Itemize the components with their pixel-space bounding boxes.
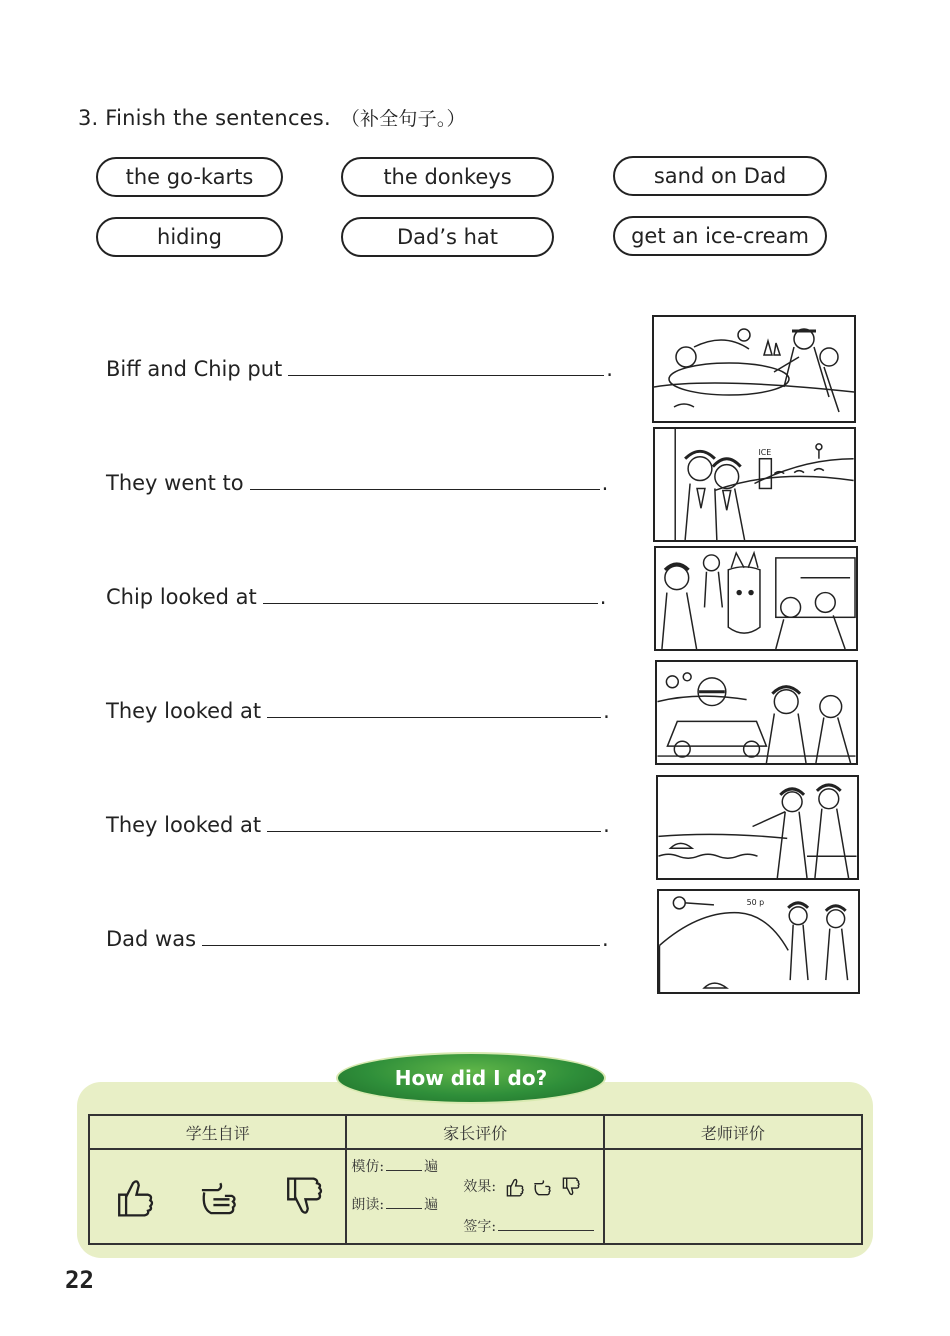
imitate-label: 模仿: xyxy=(351,1159,385,1175)
sentence-text: Biff and Chip put xyxy=(106,357,283,381)
sentence-text: They looked at xyxy=(106,813,262,837)
word-chip-sand-on-dad[interactable] xyxy=(613,156,827,196)
imitate-count-blank[interactable] xyxy=(386,1158,422,1171)
effect-label: 效果: xyxy=(463,1179,497,1195)
beach-sign-text: 50 p xyxy=(746,897,765,907)
word-chip-go-karts[interactable] xyxy=(96,157,283,197)
sentence-end: . xyxy=(602,927,609,951)
parent-eval-cell xyxy=(346,1149,603,1244)
sentence-6 xyxy=(106,927,609,951)
header-teacher-eval: 老师评价 xyxy=(604,1115,862,1149)
word-chip-label: get an ice-cream xyxy=(631,224,809,248)
picture-dads-hat xyxy=(656,775,859,880)
picture-go-karts xyxy=(655,660,858,765)
signature-blank[interactable] xyxy=(498,1218,594,1231)
sentence-end: . xyxy=(603,813,610,837)
answer-blank[interactable] xyxy=(267,699,601,718)
word-chip-label: sand on Dad xyxy=(653,164,787,188)
sentence-text: Dad was xyxy=(106,927,197,951)
sentence-text: They went to xyxy=(106,471,244,495)
word-chip-label: Dad’s hat xyxy=(396,225,499,249)
sentence-3 xyxy=(106,585,606,609)
sentence-2 xyxy=(106,471,608,495)
instruction-text: 3. Finish the sentences. xyxy=(78,106,331,130)
sentence-end: . xyxy=(606,357,613,381)
effect-thumbs-up-icon[interactable] xyxy=(503,1176,525,1198)
page-number: 22 xyxy=(65,1266,94,1294)
header-self-eval: 学生自评 xyxy=(89,1115,346,1149)
picture-hiding xyxy=(657,889,860,994)
sentence-text: Chip looked at xyxy=(106,585,257,609)
sentence-end: . xyxy=(599,585,607,609)
sentence-end: . xyxy=(603,699,610,723)
picture-sand-on-dad xyxy=(652,315,856,423)
effect-thumbs-down-icon[interactable] xyxy=(559,1176,581,1198)
picture-ice-cream xyxy=(653,427,856,542)
word-chip-hiding[interactable] xyxy=(96,217,283,257)
answer-blank[interactable] xyxy=(267,813,601,832)
answer-blank[interactable] xyxy=(288,357,604,376)
read-unit: 遍 xyxy=(424,1197,439,1213)
sentence-5 xyxy=(106,813,610,837)
evaluation-table xyxy=(88,1114,863,1245)
read-label: 朗读: xyxy=(351,1197,385,1213)
answer-blank[interactable] xyxy=(250,471,600,490)
word-chip-label: the donkeys xyxy=(383,165,512,189)
imitate-unit: 遍 xyxy=(424,1159,439,1175)
instruction-cn: （补全句子。） xyxy=(340,108,466,130)
evaluation-title: How did I do? xyxy=(336,1052,606,1104)
word-chip-label: hiding xyxy=(157,225,222,249)
answer-blank[interactable] xyxy=(263,585,598,604)
sign-label: 签字: xyxy=(463,1219,497,1235)
word-chip-dads-hat[interactable] xyxy=(341,217,554,257)
header-parent-eval: 家长评价 xyxy=(346,1115,603,1149)
ice-sign-text: ICE xyxy=(758,447,772,457)
answer-blank[interactable] xyxy=(202,927,600,946)
sentence-text: They looked at xyxy=(106,699,262,723)
sentence-4 xyxy=(106,699,610,723)
effect-thumb-sideways-icon[interactable] xyxy=(531,1176,553,1198)
sentence-end: . xyxy=(601,471,609,495)
word-chip-label: the go-karts xyxy=(125,165,254,189)
word-chip-ice-cream[interactable] xyxy=(613,216,827,256)
thumbs-up-icon[interactable] xyxy=(110,1174,156,1220)
self-eval-cell xyxy=(89,1149,346,1244)
thumbs-down-icon[interactable] xyxy=(279,1174,325,1220)
picture-donkeys xyxy=(654,546,858,651)
read-count-blank[interactable] xyxy=(386,1196,422,1209)
sentence-1 xyxy=(106,357,613,381)
thumb-sideways-icon[interactable] xyxy=(195,1174,241,1220)
teacher-eval-cell[interactable] xyxy=(604,1149,862,1244)
instruction xyxy=(78,104,466,131)
word-chip-donkeys[interactable] xyxy=(341,157,554,197)
